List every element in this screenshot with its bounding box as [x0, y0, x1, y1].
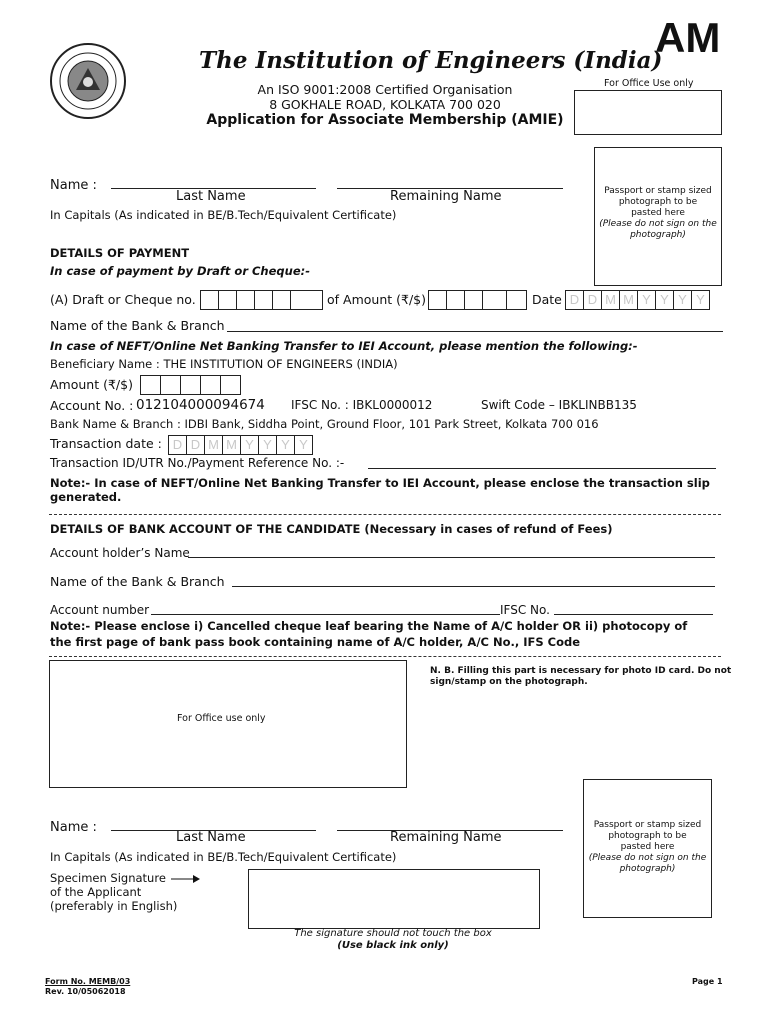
signature-label-line2: of the Applicant [50, 885, 142, 899]
photo-line3: pasted here [631, 208, 685, 218]
form-code: AM [655, 14, 721, 61]
draft-number-cells[interactable] [200, 290, 323, 310]
divider [49, 656, 721, 657]
divider [49, 514, 721, 515]
signature-label-line3: (preferably in English) [50, 899, 178, 913]
photo-note2: photograph) [619, 864, 676, 874]
neft-heading: In case of NEFT/Online Net Banking Transfer to IEI Account, please mention the following:- [50, 339, 638, 353]
photo-box-top [594, 147, 722, 286]
draft-heading: In case of payment by Draft or Cheque:- [50, 264, 311, 278]
signature-note1: The signature should not touch the box [294, 928, 492, 939]
account-number: 012104000094674 [136, 397, 265, 413]
transaction-date-label: Transaction date : [50, 436, 162, 451]
photo-line3: pasted here [620, 842, 675, 852]
date-cell: M [620, 291, 638, 309]
remaining-name-caption: Remaining Name [390, 189, 502, 204]
beneficiary-name: Beneficiary Name : THE INSTITUTION OF ENGINEERS (INDIA) [50, 357, 398, 371]
date-cell: D [566, 291, 584, 309]
photo-line2: photograph to be [608, 831, 687, 841]
form-number: Form No. MEMB/03 [45, 977, 131, 986]
account-number-label: Account number [50, 603, 150, 617]
remaining-name-caption: Remaining Name [390, 830, 502, 845]
amount-cells[interactable] [428, 290, 527, 310]
photo-note1: (Please do not sign on the [588, 853, 707, 863]
bank-account-heading: DETAILS OF BANK ACCOUNT OF THE CANDIDATE (Necessary in cases of refund of Fees) [50, 522, 613, 536]
institution-title: The Institution of Engineers (India) [199, 47, 663, 74]
account-holder-field[interactable] [188, 557, 715, 558]
photo-note2: photograph) [630, 230, 686, 240]
candidate-bank-field[interactable] [232, 586, 715, 587]
office-use-panel [49, 660, 407, 788]
photo-note1: (Please do not sign on the [599, 219, 717, 229]
payment-heading: DETAILS OF PAYMENT [50, 246, 190, 260]
amount2-label: Amount (₹/$) [50, 377, 133, 392]
neft-note-line2: generated. [50, 490, 122, 504]
office-use-box [574, 90, 722, 135]
signature-box[interactable] [248, 869, 540, 929]
office-use-panel-label: For Office use only [177, 713, 266, 724]
date-cell: Y [259, 436, 277, 454]
draft-label: (A) Draft or Cheque no. [50, 292, 196, 307]
last-name-caption: Last Name [176, 830, 246, 845]
last-name-caption: Last Name [176, 189, 246, 204]
bank-branch-label: Name of the Bank & Branch [50, 318, 225, 333]
capitals-note: In Capitals (As indicated in BE/B.Tech/Equivalent Certificate) [50, 850, 397, 864]
date-cell: M [223, 436, 241, 454]
date-cell: D [584, 291, 602, 309]
photo-box-bottom [583, 779, 712, 918]
date-cell: Y [277, 436, 295, 454]
revision: Rev. 10/05062018 [45, 987, 126, 996]
capitals-note: In Capitals (As indicated in BE/B.Tech/Equivalent Certificate) [50, 208, 397, 222]
ifsc-field[interactable] [554, 614, 713, 615]
account-holder-label: Account holder’s Name [50, 546, 190, 560]
bank-name-branch: Bank Name & Branch : IDBI Bank, Siddha Point, Ground Floor, 101 Park Street, Kolkata 700 016 [50, 417, 599, 431]
date-cell: Y [674, 291, 692, 309]
candidate-bank-label: Name of the Bank & Branch [50, 574, 225, 589]
address-line: 8 GOKHALE ROAD, KOLKATA 700 020 [269, 97, 501, 112]
date-cell: D [169, 436, 187, 454]
bank-note-line1: Note:- Please enclose i) Cancelled cheque leaf bearing the Name of A/C holder OR ii) photocopy of [50, 619, 688, 633]
nb-line2: sign/stamp on the photograph. [430, 677, 588, 687]
office-use-label: For Office Use only [604, 78, 694, 89]
amount-label: of Amount (₹/$) [327, 292, 426, 307]
photo-line2: photograph to be [618, 197, 698, 207]
swift-code: Swift Code – IBKLINBB135 [481, 398, 637, 412]
transaction-id-field[interactable] [368, 468, 716, 469]
date-cell: M [205, 436, 223, 454]
nb-line1: N. B. Filling this part is necessary for photo ID card. Do not [430, 666, 732, 676]
amount2-cells[interactable] [140, 375, 241, 395]
signature-note2: (Use black ink only) [337, 940, 449, 951]
photo-line1: Passport or stamp sized [604, 186, 712, 196]
neft-note-line1: Note:- In case of NEFT/Online Net Banking Transfer to IEI Account, please enclose the transaction slip [50, 476, 710, 490]
date-cell: Y [692, 291, 710, 309]
date-label: Date [532, 292, 562, 307]
transaction-date-cells[interactable] [168, 435, 313, 455]
name-label: Name : [50, 178, 97, 193]
transaction-id-label: Transaction ID/UTR No./Payment Reference No. :- [50, 456, 345, 470]
ifsc-label: IFSC No. [500, 603, 550, 617]
arrow-right-icon [171, 873, 201, 887]
page-number: Page 1 [692, 977, 723, 986]
date-cell: Y [241, 436, 259, 454]
date-cells[interactable] [565, 290, 710, 310]
date-cell: Y [656, 291, 674, 309]
date-cell: Y [295, 436, 313, 454]
signature-label-line1: Specimen Signature [50, 871, 166, 885]
photo-line1: Passport or stamp sized [593, 820, 702, 830]
bank-note-line2: the first page of bank pass book containing name of A/C holder, A/C No., IFS Code [50, 635, 581, 649]
bank-branch-field[interactable] [227, 331, 723, 332]
date-cell: Y [638, 291, 656, 309]
iso-line: An ISO 9001:2008 Certified Organisation [257, 82, 513, 97]
ifsc-code: IFSC No. : IBKL0000012 [291, 398, 433, 412]
name-label: Name : [50, 820, 97, 835]
seal-logo [49, 42, 127, 120]
date-cell: M [602, 291, 620, 309]
account-label: Account No. : [50, 398, 134, 413]
date-cell: D [187, 436, 205, 454]
account-number-field[interactable] [151, 614, 500, 615]
signature-label [50, 871, 177, 913]
form-title: Application for Associate Membership (AMIE) [206, 112, 564, 128]
